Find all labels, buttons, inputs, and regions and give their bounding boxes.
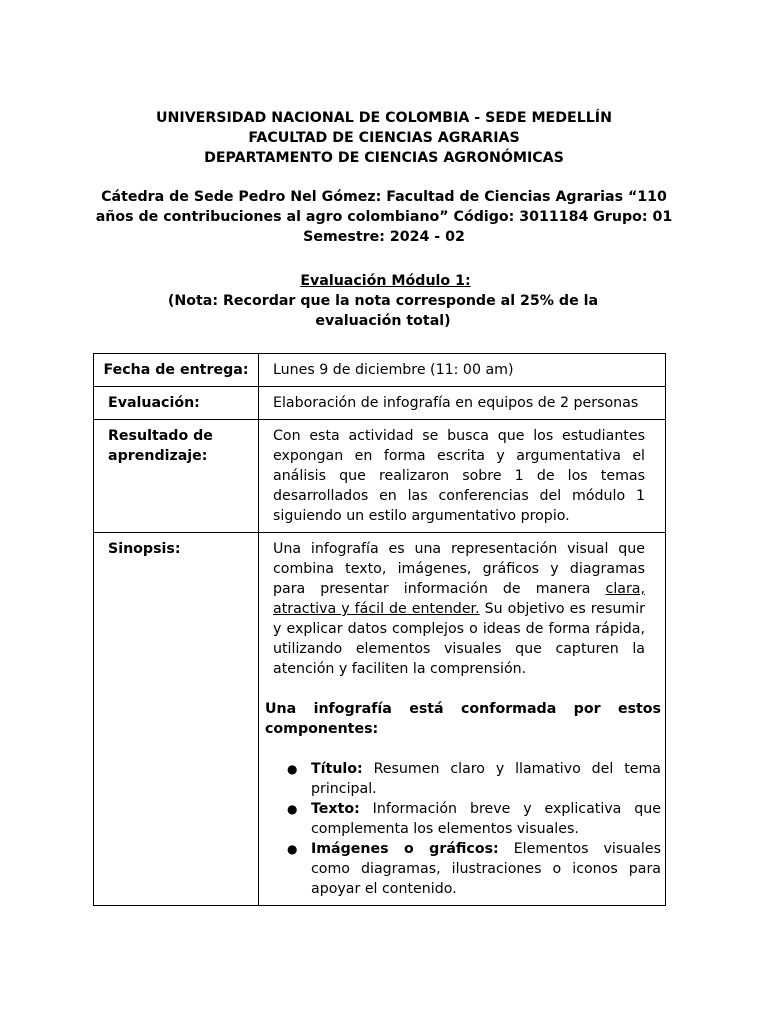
evaluation-table bbox=[93, 353, 666, 906]
list-item: ● Texto: Información breve y explicativa que complementa los elementos visuales. bbox=[287, 801, 661, 837]
delivery-value: Lunes 9 de diciembre (11: 00 am) bbox=[259, 354, 666, 387]
table-row-delivery bbox=[94, 354, 666, 387]
evaluation-value: Elaboración de infografía en equipos de 2 personas bbox=[259, 387, 666, 420]
evaluation-note: (Nota: Recordar que la nota corresponde al 25% de la evaluación total) bbox=[167, 293, 599, 329]
document-header bbox=[0, 108, 768, 168]
learning-outcome-label: Resultado de aprendizaje: bbox=[94, 420, 259, 533]
bullet-icon: ● bbox=[287, 842, 298, 856]
synopsis-label: Sinopsis: bbox=[94, 533, 259, 906]
synopsis-value bbox=[259, 533, 666, 906]
synopsis-paragraph: Una infografía es una representación visual que combina texto, imágenes, gráficos y diagramas para presentar información de manera clara, atractiva y fácil de entender. Su objetivo es resumir y explicar datos complejos o ideas de forma rápida, utilizando elementos visuales que capturen la atención y faciliten la comprensión. bbox=[273, 541, 646, 677]
list-item: ● Título: Resumen claro y llamativo del tema principal. bbox=[287, 761, 661, 797]
table-row-evaluation bbox=[94, 387, 666, 420]
faculty-title: FACULTAD DE CIENCIAS AGRARIAS bbox=[248, 130, 520, 146]
learning-outcome-value: Con esta actividad se busca que los estudiantes expongan en forma escrita y argumentativa el análisis que realizaron sobre 1 de los temas desarrollados en las conferencias del módulo 1 siguiendo un estilo argumentativo propio. bbox=[259, 420, 666, 533]
department-title: DEPARTAMENTO DE CIENCIAS AGRONÓMICAS bbox=[204, 150, 564, 166]
table-row-learning-outcome bbox=[94, 420, 666, 533]
evaluation-label: Evaluación: bbox=[94, 387, 259, 420]
components-heading: Una infografía está conformada por estos bbox=[265, 701, 661, 717]
evaluation-heading bbox=[140, 271, 626, 331]
delivery-label: Fecha de entrega: bbox=[94, 354, 259, 387]
university-title: UNIVERSIDAD NACIONAL DE COLOMBIA - SEDE MEDELLÍN bbox=[156, 110, 612, 126]
table-row-synopsis bbox=[94, 533, 666, 906]
components-list bbox=[273, 759, 661, 899]
bullet-icon: ● bbox=[287, 802, 298, 816]
list-item: ● Imágenes o gráficos: Elementos visuales como diagramas, ilustraciones o iconos para apoyar el contenido. bbox=[287, 841, 661, 897]
course-info: Cátedra de Sede Pedro Nel Gómez: Facultad de Ciencias Agrarias “110 años de contribuciones al agro colombiano” Código: 3011184 Grupo: 01 Semestre: 2024 - 02 bbox=[95, 189, 673, 245]
bullet-icon: ● bbox=[287, 762, 298, 776]
evaluation-title: Evaluación Módulo 1: bbox=[300, 273, 471, 289]
components-heading-cont: componentes: bbox=[265, 721, 379, 737]
underlined-phrase: clara, atractiva y fácil de entender. bbox=[273, 581, 645, 617]
